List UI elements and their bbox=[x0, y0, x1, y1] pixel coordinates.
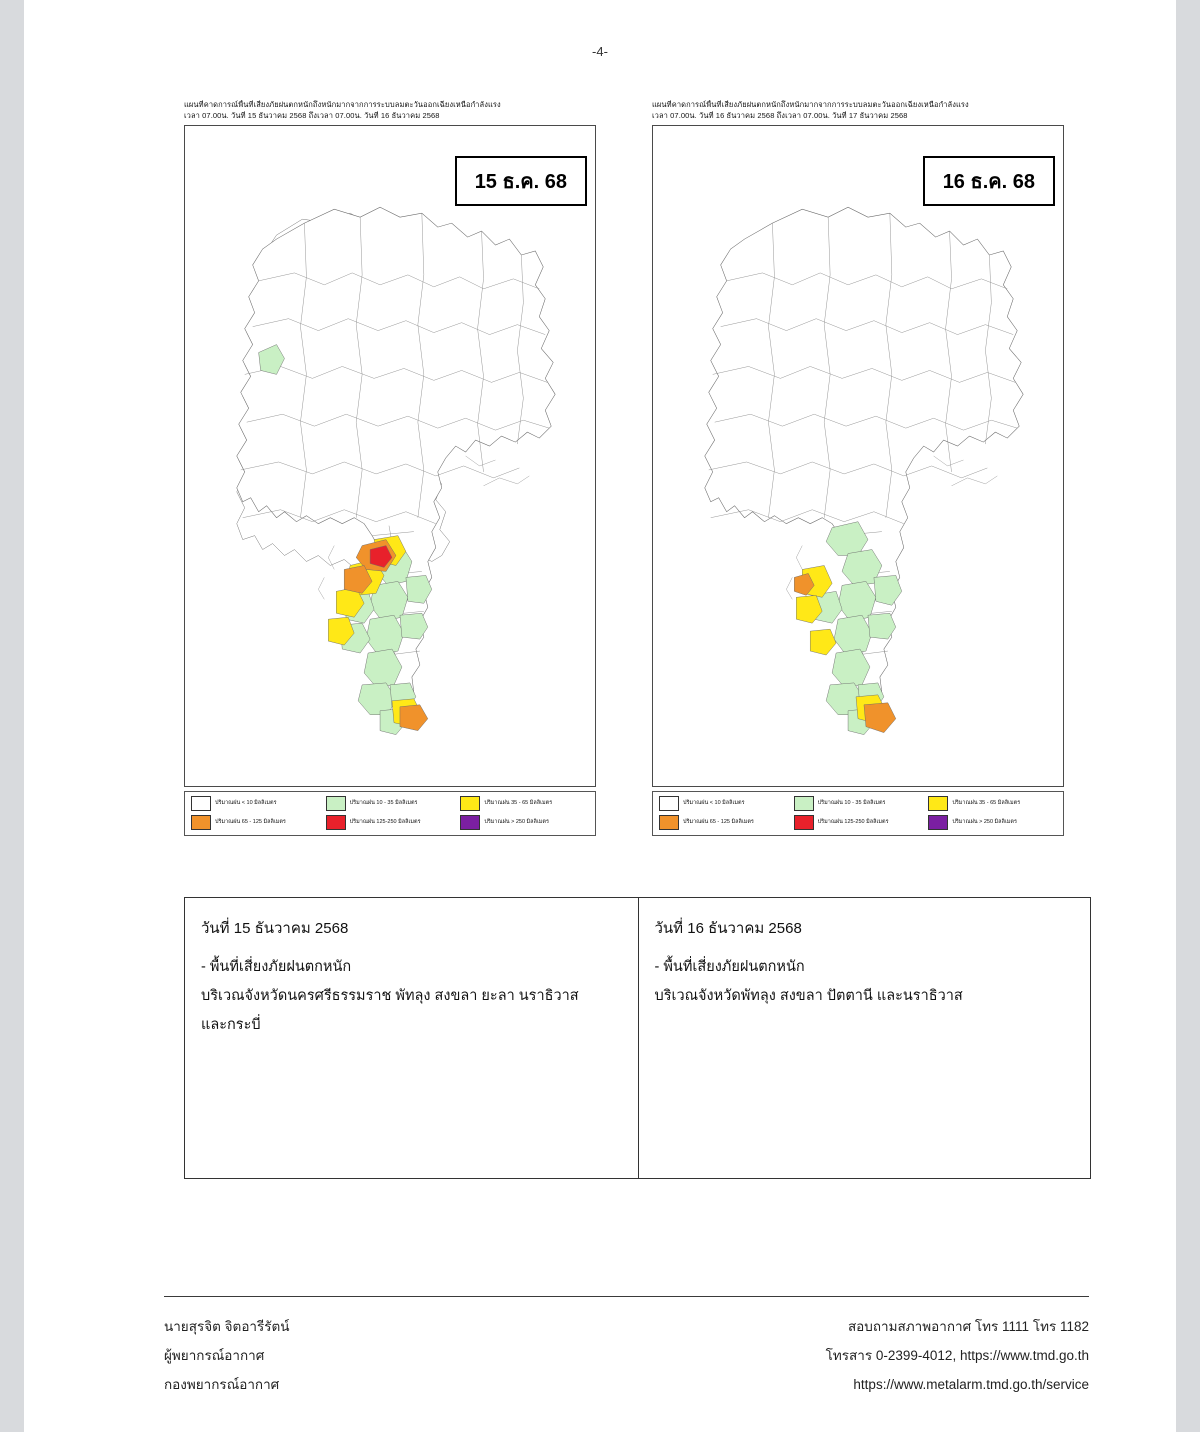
legend-label-4: ปริมาณฝน 125-250 มิลลิเมตร bbox=[817, 819, 889, 826]
legend-label-4: ปริมาณฝน 125-250 มิลลิเมตร bbox=[349, 819, 421, 826]
legend-swatch-4 bbox=[794, 815, 814, 830]
legend-label-5: ปริมาณฝน > 250 มิลลิเมตร bbox=[952, 819, 1017, 826]
legend-swatch-0 bbox=[191, 796, 211, 811]
notes-line: บริเวณจังหวัดพัทลุง สงขลา ปัตตานี และนราธิวาส bbox=[654, 988, 963, 1004]
footer-right bbox=[826, 1312, 1089, 1399]
legend-label-1: ปริมาณฝน 10 - 35 มิลลิเมตร bbox=[349, 800, 418, 807]
legend-item bbox=[191, 796, 320, 811]
notes-line: บริเวณจังหวัดนครศรีธรรมราช พัทลุง สงขลา ยะลา นราธิวาส bbox=[201, 988, 579, 1004]
legend-label-2: ปริมาณฝน 35 - 65 มิลลิเมตร bbox=[952, 800, 1021, 807]
legend-item bbox=[659, 796, 788, 811]
legend-item bbox=[794, 796, 923, 811]
footer bbox=[164, 1312, 1089, 1399]
legend-item bbox=[659, 815, 788, 830]
legend-swatch-1 bbox=[794, 796, 814, 811]
footer-author-name: นายสุรจิต จิตอารีรัตน์ bbox=[164, 1319, 290, 1334]
map-legend-day2 bbox=[652, 791, 1064, 836]
legend-swatch-5 bbox=[460, 815, 480, 830]
footer-fax-line: โทรสาร 0-2399-4012, https://www.tmd.go.th bbox=[825, 1348, 1089, 1364]
footer-phone-line: สอบถามสภาพอากาศ โทร 1111 โทร 1182 bbox=[847, 1319, 1089, 1334]
map-frame-day1 bbox=[184, 125, 596, 787]
legend-item bbox=[191, 815, 320, 830]
legend-label-2: ปริมาณฝน 35 - 65 มิลลิเมตร bbox=[484, 800, 553, 807]
footer-author-department: กองพยากรณ์อากาศ bbox=[164, 1377, 280, 1393]
notes-line: - พื้นที่เสี่ยงภัยฝนตกหนัก bbox=[201, 959, 352, 975]
notes-cell-day2 bbox=[638, 898, 1091, 1178]
notes-line: - พื้นที่เสี่ยงภัยฝนตกหนัก bbox=[654, 959, 805, 975]
map-caption-line1: แผนที่คาดการณ์พื้นที่เสี่ยงภัยฝนตกหนักถึงหนักมากจากการระบบลมตะวันออกเฉียงเหนือกำลังแรง bbox=[184, 100, 501, 109]
legend-swatch-0 bbox=[659, 796, 679, 811]
legend-swatch-2 bbox=[460, 796, 480, 811]
map-card-day2 bbox=[652, 100, 1064, 836]
notes-line: และกระบี่ bbox=[201, 1017, 261, 1033]
legend-swatch-5 bbox=[928, 815, 948, 830]
legend-label-3: ปริมาณฝน 65 - 125 มิลลิเมตร bbox=[215, 819, 286, 826]
footer-left bbox=[164, 1312, 290, 1399]
thailand-rainfall-map-day1 bbox=[185, 126, 595, 786]
map-date-badge-day2: 16 ธ.ค. 68 bbox=[923, 156, 1055, 206]
legend-swatch-4 bbox=[326, 815, 346, 830]
footer-service-url: https://www.metalarm.tmd.go.th/service bbox=[853, 1377, 1089, 1393]
legend-swatch-3 bbox=[191, 815, 211, 830]
map-date-badge-day1: 15 ธ.ค. 68 bbox=[455, 156, 587, 206]
notes-title-day1: วันที่ 15 ธันวาคม 2568 bbox=[201, 920, 349, 937]
map-card-day1 bbox=[184, 100, 596, 836]
footer-divider bbox=[164, 1296, 1089, 1297]
map-legend-day1 bbox=[184, 791, 596, 836]
map-frame-day2 bbox=[652, 125, 1064, 787]
footer-author-role: ผู้พยากรณ์อากาศ bbox=[164, 1348, 265, 1364]
legend-label-0: ปริมาณฝน < 10 มิลลิเมตร bbox=[215, 800, 277, 807]
legend-item bbox=[460, 796, 589, 811]
legend-item bbox=[460, 815, 589, 830]
maps-row bbox=[184, 100, 1064, 836]
notes-title-day2: วันที่ 16 ธันวาคม 2568 bbox=[654, 920, 802, 937]
thailand-rainfall-map-day2 bbox=[653, 126, 1063, 786]
legend-item bbox=[928, 796, 1057, 811]
legend-item bbox=[928, 815, 1057, 830]
document-page bbox=[24, 0, 1176, 1432]
notes-cell-day1 bbox=[185, 898, 638, 1178]
legend-swatch-2 bbox=[928, 796, 948, 811]
legend-label-3: ปริมาณฝน 65 - 125 มิลลิเมตร bbox=[683, 819, 754, 826]
legend-label-5: ปริมาณฝน > 250 มิลลิเมตร bbox=[484, 819, 549, 826]
legend-label-0: ปริมาณฝน < 10 มิลลิเมตร bbox=[683, 800, 745, 807]
legend-item bbox=[326, 796, 455, 811]
map-caption-line2: เวลา 07.00น. วันที่ 16 ธันวาคม 2568 ถึงเวลา 07.00น. วันที่ 17 ธันวาคม 2568 bbox=[652, 110, 908, 120]
legend-swatch-1 bbox=[326, 796, 346, 811]
legend-item bbox=[326, 815, 455, 830]
legend-label-1: ปริมาณฝน 10 - 35 มิลลิเมตร bbox=[817, 800, 886, 807]
page-number: -4- bbox=[592, 44, 608, 59]
legend-swatch-3 bbox=[659, 815, 679, 830]
legend-item bbox=[794, 815, 923, 830]
forecast-notes-table bbox=[184, 897, 1091, 1179]
map-caption-line1: แผนที่คาดการณ์พื้นที่เสี่ยงภัยฝนตกหนักถึงหนักมากจากการระบบลมตะวันออกเฉียงเหนือกำลังแรง bbox=[652, 100, 969, 109]
map-caption-line2: เวลา 07.00น. วันที่ 15 ธันวาคม 2568 ถึงเวลา 07.00น. วันที่ 16 ธันวาคม 2568 bbox=[184, 110, 440, 120]
